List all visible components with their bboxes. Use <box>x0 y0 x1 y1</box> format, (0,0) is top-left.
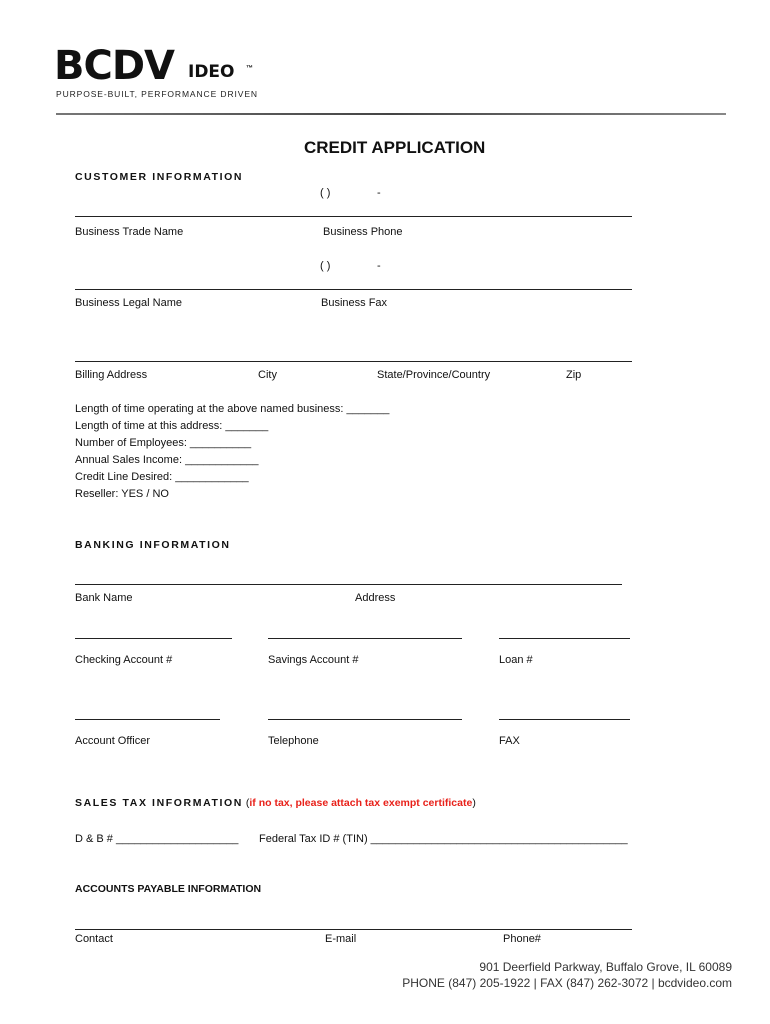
checking-account-label: Checking Account # <box>75 654 173 666</box>
account-officer-line[interactable] <box>75 719 220 720</box>
business-phone-label: Business Phone <box>323 226 403 238</box>
accounts-payable-heading: ACCOUNTS PAYABLE INFORMATION <box>75 883 262 895</box>
logo-wordmark-suffix: IDEO <box>188 62 235 82</box>
sales-tax-open-paren: ( <box>242 797 250 809</box>
legal-name-label: Business Legal Name <box>75 297 183 309</box>
time-operating-field[interactable]: Length of time operating at the above named business: _______ <box>75 403 390 415</box>
fax-area-code: ( ) <box>320 260 331 272</box>
city-label: City <box>258 369 277 381</box>
footer-contact: PHONE (847) 205-1922 | FAX (847) 262-3072 | bcdvideo.com <box>402 976 732 990</box>
trade-name-label: Business Trade Name <box>75 226 184 238</box>
footer-address: 901 Deerfield Parkway, Buffalo Grove, IL 60089 <box>479 960 732 974</box>
sales-tax-heading-row <box>75 797 476 809</box>
savings-account-line[interactable] <box>268 638 462 639</box>
account-officer-label: Account Officer <box>75 735 150 747</box>
loan-label: Loan # <box>499 654 533 666</box>
employees-field[interactable]: Number of Employees: __________ <box>75 437 252 449</box>
zip-label: Zip <box>566 369 582 381</box>
email-label: E-mail <box>325 933 357 945</box>
dnb-field[interactable]: D & B # ____________________ <box>75 833 239 845</box>
telephone-line[interactable] <box>268 719 462 720</box>
loan-line[interactable] <box>499 638 630 639</box>
business-fax-label: Business Fax <box>321 297 388 309</box>
billing-address-line[interactable] <box>75 361 632 362</box>
federal-tax-id-field[interactable]: Federal Tax ID # (TIN) __________________________________________ <box>259 833 628 845</box>
bank-address-label: Address <box>355 592 396 604</box>
trade-name-phone-line[interactable] <box>75 216 632 217</box>
annual-sales-field[interactable]: Annual Sales Income: ____________ <box>75 454 259 466</box>
time-at-address-field[interactable]: Length of time at this address: _______ <box>75 420 269 432</box>
fax-dash: - <box>377 260 381 272</box>
contact-label: Contact <box>75 933 113 945</box>
credit-line-field[interactable]: Credit Line Desired: ____________ <box>75 471 249 483</box>
page-title: CREDIT APPLICATION <box>304 138 486 157</box>
sales-tax-heading: SALES TAX INFORMATION <box>75 797 243 809</box>
bank-name-address-line[interactable] <box>75 584 622 585</box>
accounts-payable-line[interactable] <box>75 929 632 930</box>
reseller-field[interactable]: Reseller: YES / NO <box>75 488 169 500</box>
payable-phone-label: Phone# <box>503 933 541 945</box>
banking-info-heading: BANKING INFORMATION <box>75 539 231 551</box>
billing-address-label: Billing Address <box>75 369 148 381</box>
savings-account-label: Savings Account # <box>268 654 359 666</box>
bank-name-label: Bank Name <box>75 592 133 604</box>
legal-name-fax-line[interactable] <box>75 289 632 290</box>
header-divider <box>56 113 726 115</box>
bank-fax-line[interactable] <box>499 719 630 720</box>
phone-dash: - <box>377 187 381 199</box>
logo-wordmark: BCDV <box>54 43 175 89</box>
telephone-label: Telephone <box>268 735 319 747</box>
state-label: State/Province/Country <box>377 369 491 381</box>
checking-account-line[interactable] <box>75 638 232 639</box>
phone-area-code: ( ) <box>320 187 331 199</box>
customer-info-heading: CUSTOMER INFORMATION <box>75 171 244 183</box>
logo-tagline: PURPOSE-BUILT, PERFORMANCE DRIVEN <box>56 89 258 99</box>
bank-fax-label: FAX <box>499 735 520 747</box>
sales-tax-close-paren: ) <box>472 797 476 809</box>
sales-tax-note: if no tax, please attach tax exempt certificate <box>249 797 473 809</box>
logo-trademark: ™ <box>246 65 253 72</box>
